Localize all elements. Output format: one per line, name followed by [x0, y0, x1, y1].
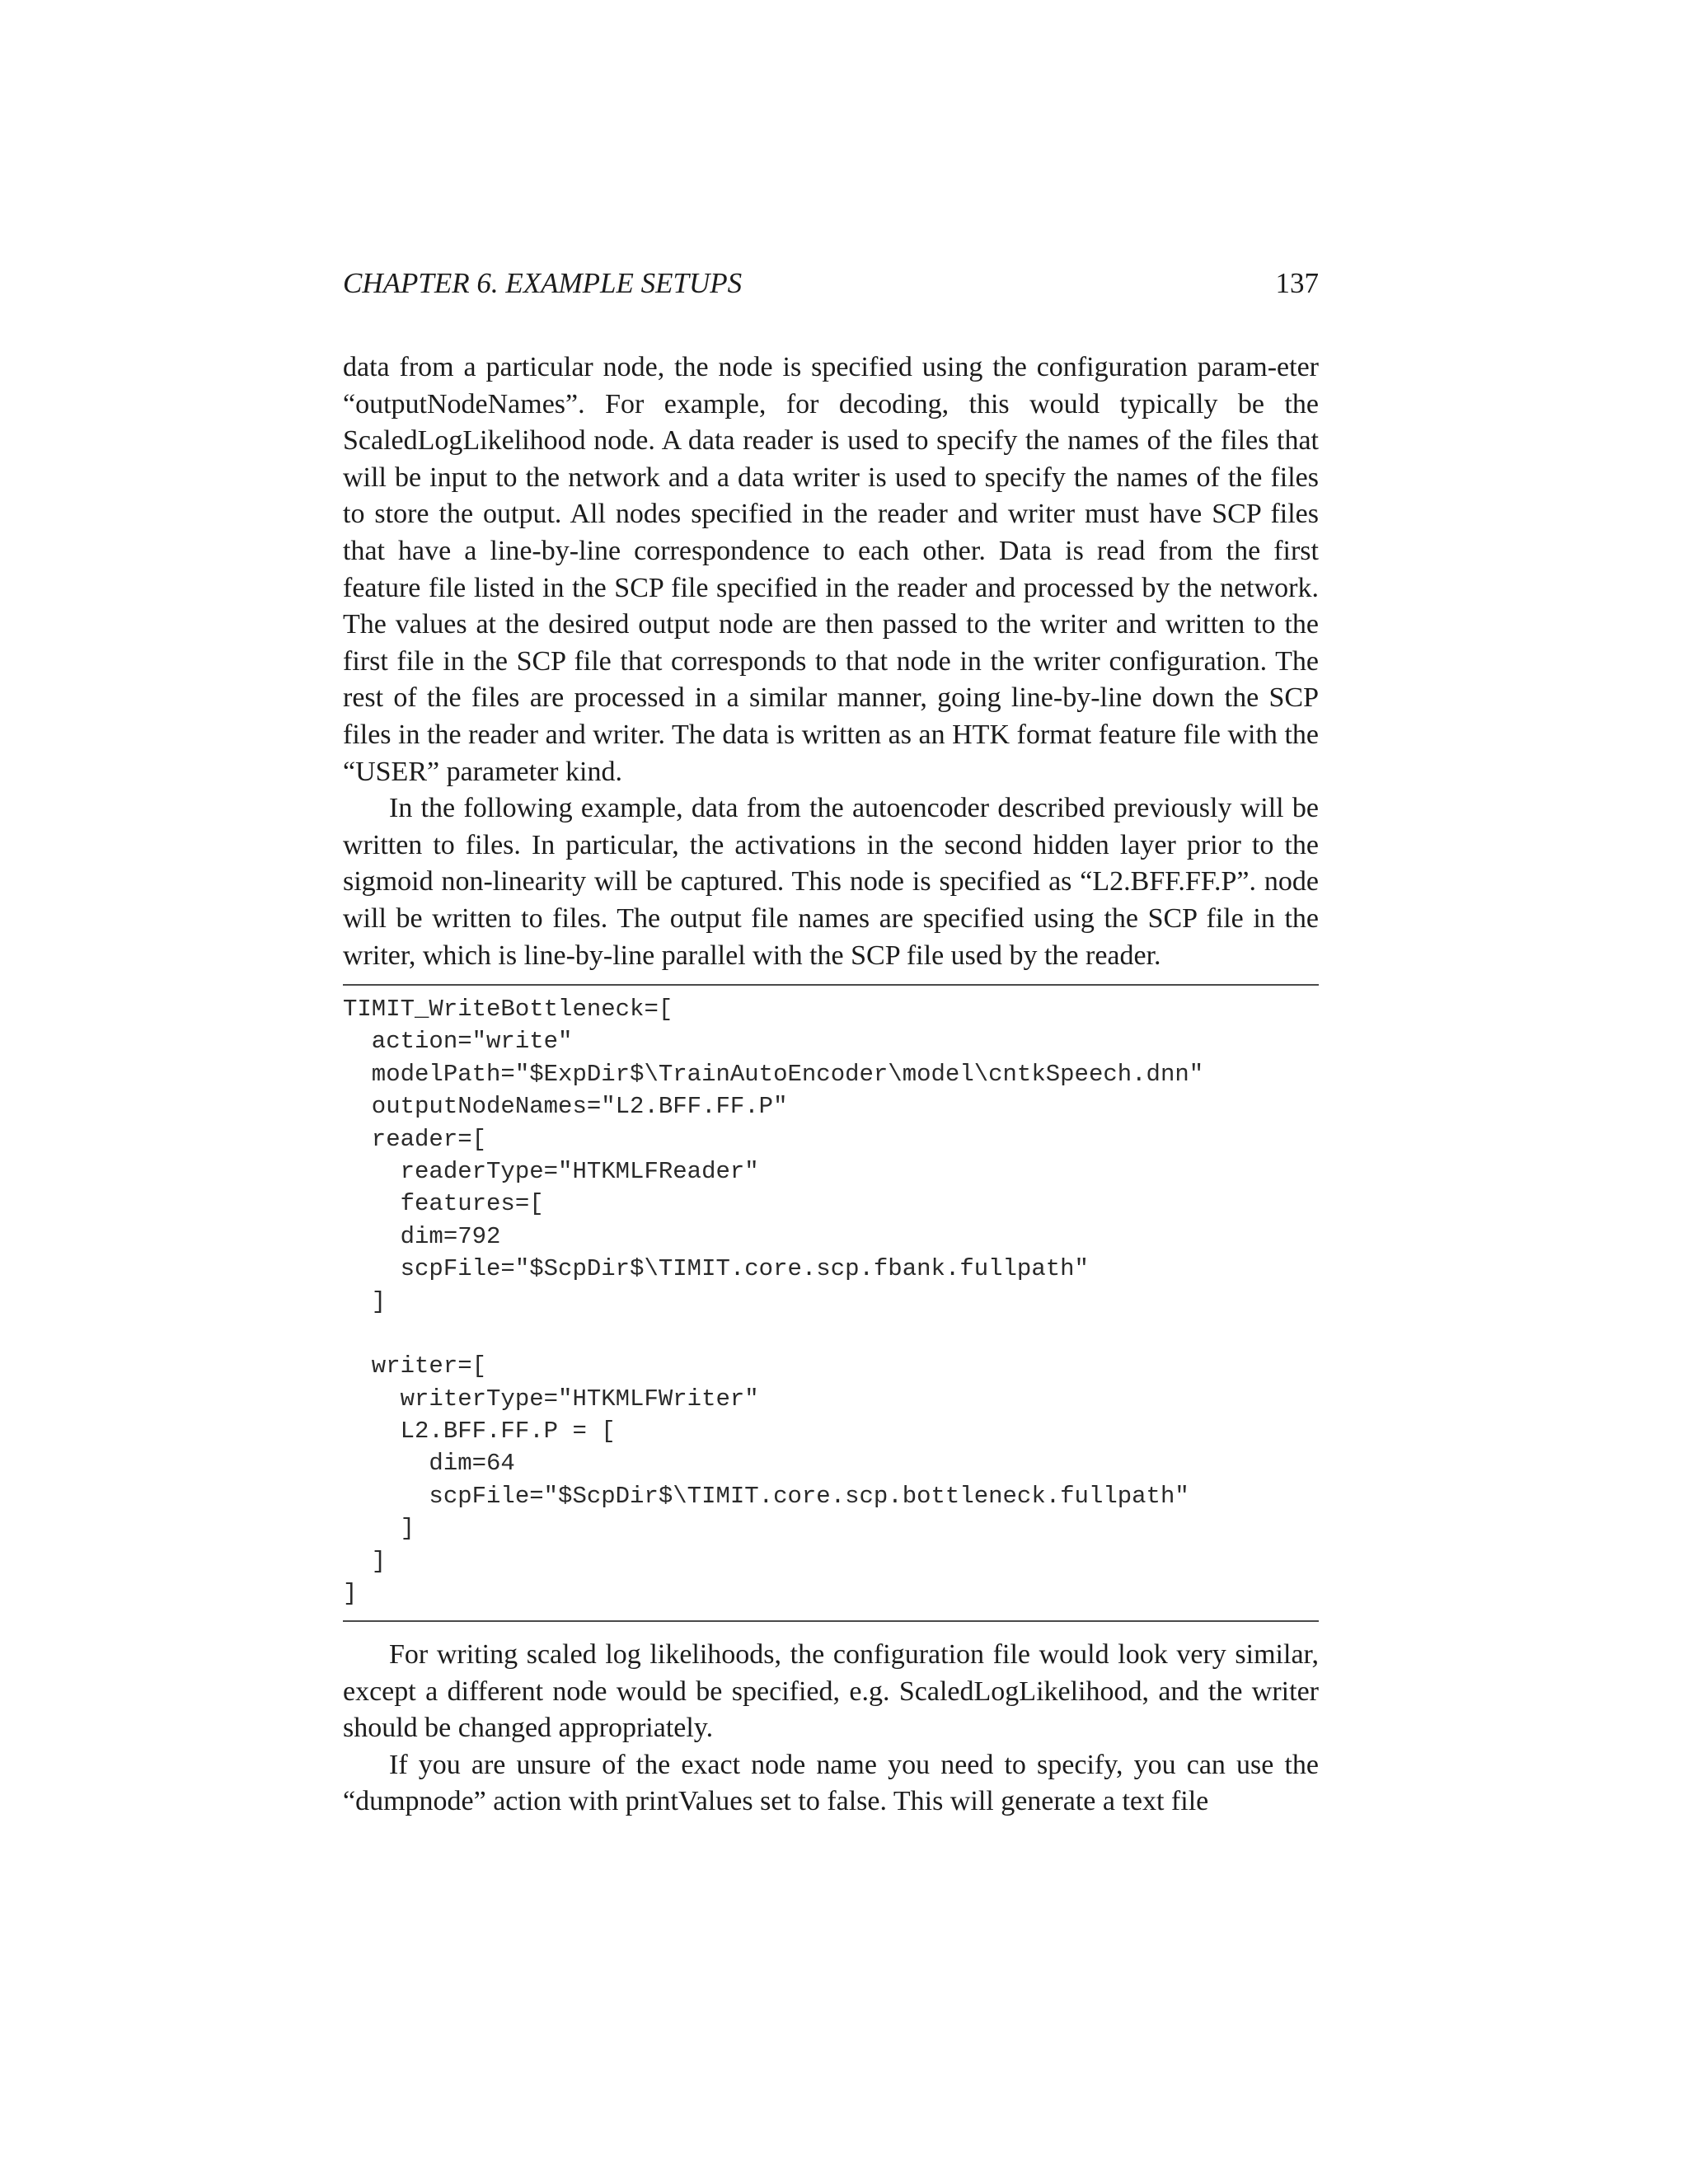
code-line — [343, 1318, 1319, 1350]
code-line: outputNodeNames="L2.BFF.FF.P" — [343, 1093, 788, 1121]
paragraph: In the following example, data from the autoencoder described previously will be written to files. In particular, the activations in the second hidden layer prior to the sigmoid non-linearity will be captured. This node is specified as “L2.BFF.FF.P”. node will be written to files. The output file names are specified using the SCP file in the writer, which is line-by-line parallel with the SCP file used by the reader. — [343, 793, 1319, 971]
code-line: reader=[ — [343, 1125, 487, 1153]
code-line: scpFile="$ScpDir$\TIMIT.core.scp.fbank.fullpath" — [343, 1255, 1089, 1283]
code-line: features=[ — [343, 1190, 544, 1218]
code-line: ] — [343, 1547, 387, 1575]
code-line: dim=64 — [343, 1450, 515, 1478]
body-text-after-listing — [343, 1637, 1319, 1821]
page-number: 137 — [1275, 267, 1319, 299]
code-line: action="write" — [343, 1028, 573, 1056]
code-line: writer=[ — [343, 1352, 487, 1380]
code-line: L2.BFF.FF.P = [ — [343, 1418, 616, 1446]
document-page — [343, 0, 1319, 2184]
code-line: scpFile="$ScpDir$\TIMIT.core.scp.bottleneck.fullpath" — [343, 1482, 1189, 1510]
code-line: dim=792 — [343, 1222, 501, 1250]
chapter-title: CHAPTER 6. EXAMPLE SETUPS — [343, 267, 743, 299]
paragraph: For writing scaled log likelihoods, the configuration file would look very similar, except a different node would be specified, e.g. ScaledLogLikelihood, and the writer should be changed appropriately. — [343, 1639, 1319, 1744]
code-line: writerType="HTKMLFWriter" — [343, 1385, 759, 1413]
running-header — [343, 262, 1319, 305]
paragraph: If you are unsure of the exact node name you need to specify, you can use the “dumpnode” action with printValues set to false. This will generate a text file — [343, 1749, 1319, 1817]
listing-bottom-rule — [343, 1620, 1319, 1622]
code-line: modelPath="$ExpDir$\TrainAutoEncoder\model\cntkSpeech.dnn" — [343, 1060, 1204, 1088]
paragraph: data from a particular node, the node is specified using the configuration param-eter “outputNodeNames”. For example, for decoding, this would typically be the ScaledLogLikelihood node. A data reader is used to specify the names of the files that will be input to the network and a data writer is used to specify the names of the files to store the output. All nodes specified in the reader and writer must have SCP files that have a line-by-line correspondence to each other. Data is read from the first feature file listed in the SCP file specified in the reader and processed by the network. The values at the desired output node are then passed to the writer and written to the first file in the SCP file that corresponds to that node in the writer configuration. The rest of the files are processed in a similar manner, going line-by-line down the SCP files in the reader and writer. The data is written as an HTK format feature file with the “USER” parameter kind. — [343, 352, 1319, 787]
body-text-before-listing — [343, 349, 1319, 974]
code-line: ] — [343, 1287, 387, 1315]
code-line: ] — [343, 1515, 415, 1543]
code-line: readerType="HTKMLFReader" — [343, 1157, 759, 1185]
code-listing — [343, 993, 1319, 1610]
code-line: ] — [343, 1580, 358, 1608]
code-line: TIMIT_WriteBottleneck=[ — [343, 996, 673, 1023]
listing-top-rule — [343, 984, 1319, 986]
